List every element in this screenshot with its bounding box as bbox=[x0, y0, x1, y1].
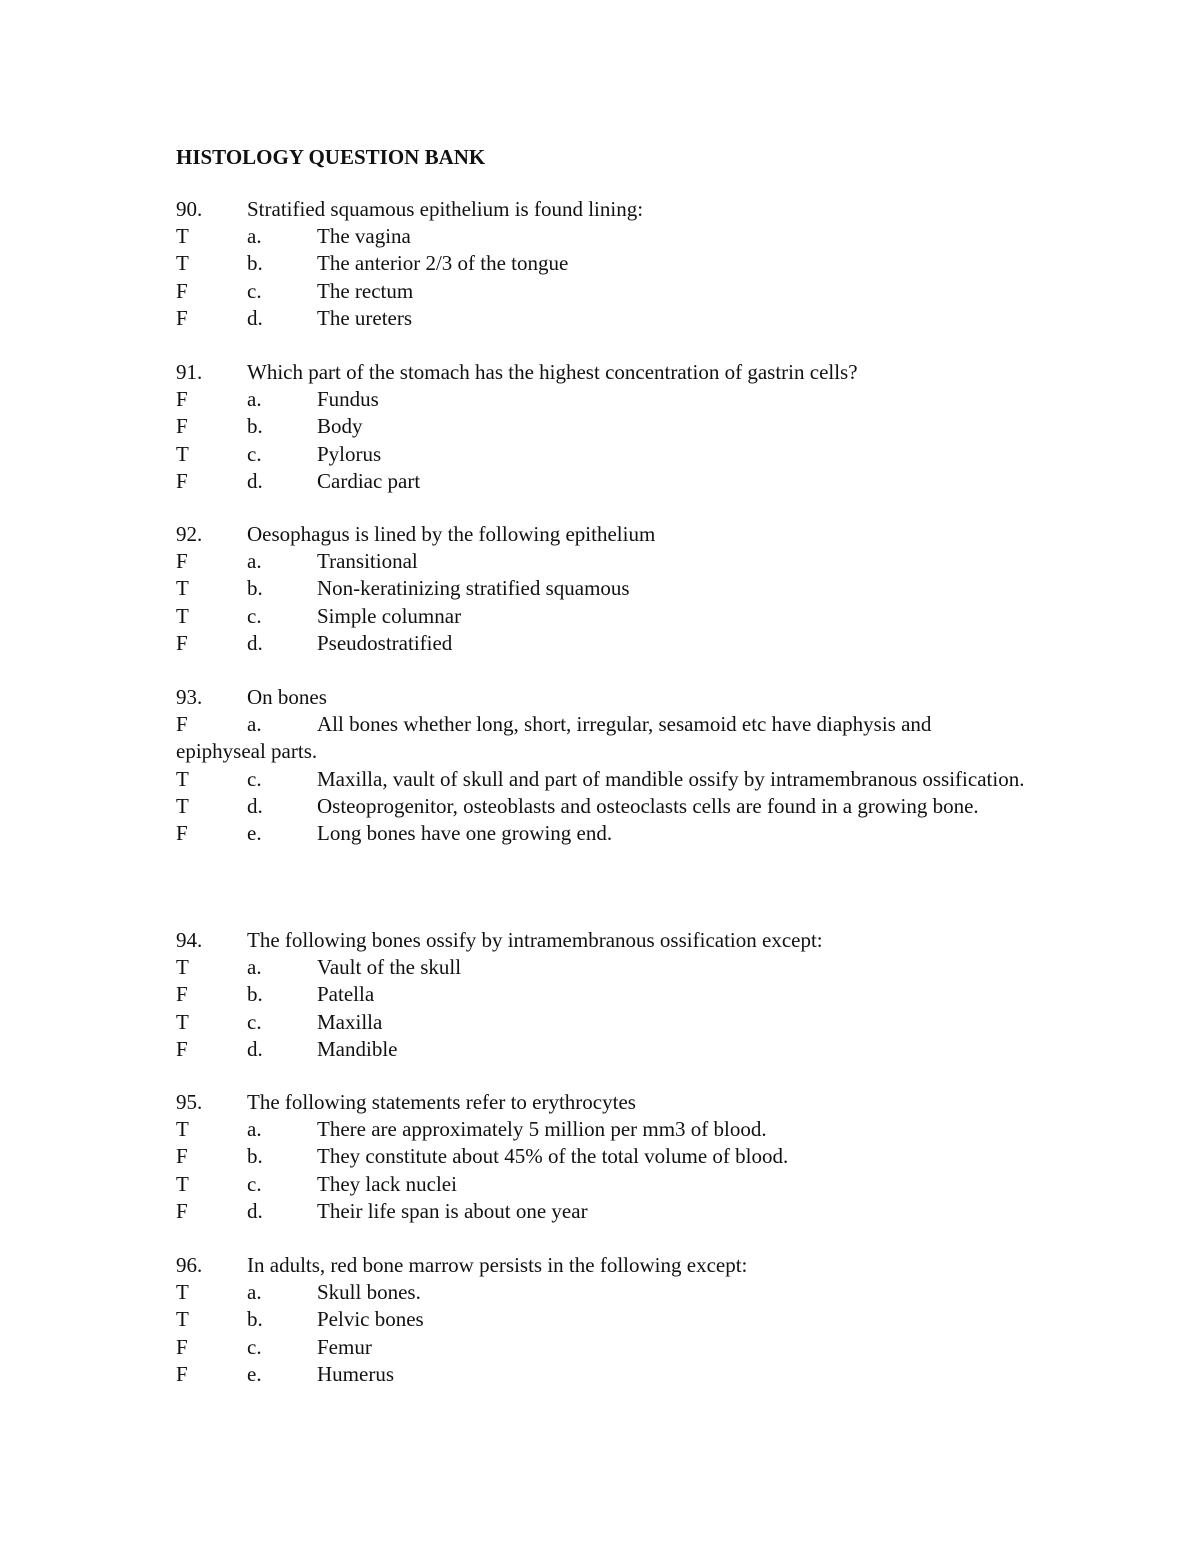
option-text: Transitional bbox=[317, 549, 418, 574]
question-93 bbox=[176, 684, 1026, 847]
option-letter: c. bbox=[247, 441, 262, 466]
option-text: Vault of the skull bbox=[317, 955, 462, 980]
option-text: Skull bones. bbox=[317, 1280, 421, 1305]
option-row bbox=[176, 548, 1026, 575]
option-letter: a. bbox=[247, 387, 262, 412]
option-row bbox=[176, 1143, 1026, 1170]
option-text: Femur bbox=[317, 1334, 372, 1359]
option-row bbox=[176, 1116, 1026, 1143]
option-row bbox=[176, 981, 1026, 1008]
option-text: Non-keratinizing stratified squamous bbox=[317, 576, 630, 601]
option-row bbox=[176, 1306, 1026, 1333]
option-text: Pylorus bbox=[317, 441, 382, 466]
answer-mark: F bbox=[176, 387, 188, 412]
option-row bbox=[176, 1036, 1026, 1063]
option-text: Their life span is about one year bbox=[317, 1198, 588, 1223]
option-text: Maxilla bbox=[317, 1009, 383, 1034]
answer-mark: T bbox=[176, 1117, 189, 1142]
option-letter: a. bbox=[247, 955, 262, 980]
answer-mark: F bbox=[176, 1334, 188, 1359]
answer-mark: T bbox=[176, 603, 189, 628]
option-letter: b. bbox=[247, 1144, 263, 1169]
option-text: Mandible bbox=[317, 1036, 398, 1061]
option-text: Osteoprogenitor, osteoblasts and osteoclasts cells are found in a growing bone. bbox=[317, 793, 979, 818]
answer-mark: T bbox=[176, 1171, 189, 1196]
option-text: All bones whether long, short, irregular, sesamoid etc have diaphysis and epiphyseal parts. bbox=[176, 712, 932, 764]
option-letter: d. bbox=[247, 468, 263, 493]
answer-mark: T bbox=[176, 766, 189, 791]
option-text: Patella bbox=[317, 982, 375, 1007]
question-91 bbox=[176, 359, 1026, 495]
option-row bbox=[176, 711, 1026, 765]
option-letter: b. bbox=[247, 251, 263, 276]
option-text: The vagina bbox=[317, 224, 411, 249]
page-title: HISTOLOGY QUESTION BANK bbox=[176, 145, 486, 169]
option-text: Body bbox=[317, 414, 363, 439]
option-letter: e. bbox=[247, 821, 262, 845]
option-text: They lack nuclei bbox=[317, 1171, 457, 1196]
question-text: The following statements refer to erythrocytes bbox=[247, 1090, 636, 1114]
option-row bbox=[176, 954, 1026, 981]
question-stem bbox=[176, 521, 1026, 548]
question-stem bbox=[176, 1089, 1026, 1116]
answer-mark: F bbox=[176, 305, 188, 330]
question-text: On bones bbox=[247, 685, 327, 709]
question-stem bbox=[176, 359, 1026, 386]
option-letter: e. bbox=[247, 1361, 262, 1386]
answer-mark: F bbox=[176, 468, 188, 493]
option-letter: c. bbox=[247, 278, 262, 303]
option-letter: c. bbox=[247, 766, 262, 791]
option-text: Cardiac part bbox=[317, 468, 421, 493]
option-letter: d. bbox=[247, 1036, 263, 1061]
option-row bbox=[176, 413, 1026, 440]
option-letter: b. bbox=[247, 982, 263, 1007]
question-96 bbox=[176, 1252, 1026, 1388]
question-text: The following bones ossify by intramembranous ossification except: bbox=[247, 928, 823, 952]
option-letter: b. bbox=[247, 1307, 263, 1332]
option-letter: b. bbox=[247, 414, 263, 439]
option-letter: a. bbox=[247, 1117, 262, 1142]
answer-mark: F bbox=[176, 1036, 188, 1061]
question-number: 93. bbox=[176, 685, 203, 709]
option-row bbox=[176, 1171, 1026, 1198]
answer-mark: T bbox=[176, 441, 189, 466]
answer-mark: F bbox=[176, 1361, 188, 1386]
option-row bbox=[176, 820, 1026, 847]
option-row bbox=[176, 1361, 1026, 1388]
question-stem bbox=[176, 927, 1026, 954]
answer-mark: T bbox=[176, 251, 189, 276]
question-number: 95. bbox=[176, 1090, 203, 1114]
option-row bbox=[176, 1009, 1026, 1036]
option-row bbox=[176, 223, 1026, 250]
question-stem bbox=[176, 1252, 1026, 1279]
answer-mark: F bbox=[176, 1198, 188, 1223]
option-letter: d. bbox=[247, 305, 263, 330]
option-row bbox=[176, 1279, 1026, 1306]
answer-mark: F bbox=[176, 278, 188, 303]
question-90 bbox=[176, 196, 1026, 332]
option-row bbox=[176, 305, 1026, 332]
option-row bbox=[176, 386, 1026, 413]
option-row bbox=[176, 575, 1026, 602]
option-letter: c. bbox=[247, 1009, 262, 1034]
answer-mark: F bbox=[176, 1144, 188, 1169]
option-text: The anterior 2/3 of the tongue bbox=[317, 251, 569, 276]
answer-mark: T bbox=[176, 1009, 189, 1034]
option-text: Pseudostratified bbox=[317, 630, 453, 655]
question-number: 96. bbox=[176, 1253, 203, 1277]
option-letter: c. bbox=[247, 603, 262, 628]
option-text: The rectum bbox=[317, 278, 414, 303]
option-row bbox=[176, 603, 1026, 630]
question-number: 90. bbox=[176, 197, 203, 221]
option-text: The ureters bbox=[317, 305, 413, 330]
option-letter: a. bbox=[247, 1280, 262, 1305]
question-number: 92. bbox=[176, 522, 203, 546]
option-row bbox=[176, 441, 1026, 468]
question-number: 94. bbox=[176, 928, 203, 952]
option-text: Maxilla, vault of skull and part of mandible ossify by intramembranous ossification. bbox=[317, 766, 1025, 791]
question-text: Which part of the stomach has the highest concentration of gastrin cells? bbox=[247, 360, 858, 384]
answer-mark: T bbox=[176, 576, 189, 601]
answer-mark: F bbox=[176, 630, 188, 655]
option-letter: c. bbox=[247, 1334, 262, 1359]
option-row bbox=[176, 1334, 1026, 1361]
answer-mark: T bbox=[176, 1307, 189, 1332]
option-text: Simple columnar bbox=[317, 603, 462, 628]
question-stem bbox=[176, 196, 1026, 223]
question-text: In adults, red bone marrow persists in the following except: bbox=[247, 1253, 748, 1277]
answer-mark: F bbox=[176, 982, 188, 1007]
question-94 bbox=[176, 927, 1026, 1063]
option-row bbox=[176, 1198, 1026, 1225]
option-text: Fundus bbox=[317, 387, 379, 412]
option-letter: b. bbox=[247, 576, 263, 601]
option-text: Long bones have one growing end. bbox=[317, 821, 613, 845]
option-text: They constitute about 45% of the total volume of blood. bbox=[317, 1144, 789, 1169]
option-letter: d. bbox=[247, 793, 263, 818]
option-row bbox=[176, 793, 1026, 820]
option-letter: d. bbox=[247, 630, 263, 655]
answer-mark: F bbox=[176, 821, 188, 845]
answer-mark: T bbox=[176, 955, 189, 980]
question-number: 91. bbox=[176, 360, 203, 384]
question-95 bbox=[176, 1089, 1026, 1225]
option-row bbox=[176, 278, 1026, 305]
option-text: Humerus bbox=[317, 1361, 394, 1386]
answer-mark: F bbox=[176, 414, 188, 439]
answer-mark: T bbox=[176, 224, 189, 249]
option-letter: a. bbox=[247, 712, 262, 737]
option-letter: a. bbox=[247, 549, 262, 574]
question-text: Stratified squamous epithelium is found lining: bbox=[247, 197, 644, 221]
answer-mark: T bbox=[176, 793, 189, 818]
question-92 bbox=[176, 521, 1026, 657]
option-row bbox=[176, 468, 1026, 495]
question-stem bbox=[176, 684, 1026, 711]
option-row bbox=[176, 250, 1026, 277]
option-row bbox=[176, 630, 1026, 657]
answer-mark: F bbox=[176, 549, 188, 574]
answer-mark: F bbox=[176, 712, 188, 737]
question-text: Oesophagus is lined by the following epithelium bbox=[247, 522, 656, 546]
answer-mark: T bbox=[176, 1280, 189, 1305]
option-text: Pelvic bones bbox=[317, 1307, 424, 1332]
option-letter: d. bbox=[247, 1198, 263, 1223]
option-letter: c. bbox=[247, 1171, 262, 1196]
option-text: There are approximately 5 million per mm3 of blood. bbox=[317, 1117, 767, 1142]
option-letter: a. bbox=[247, 224, 262, 249]
option-row bbox=[176, 766, 1026, 793]
